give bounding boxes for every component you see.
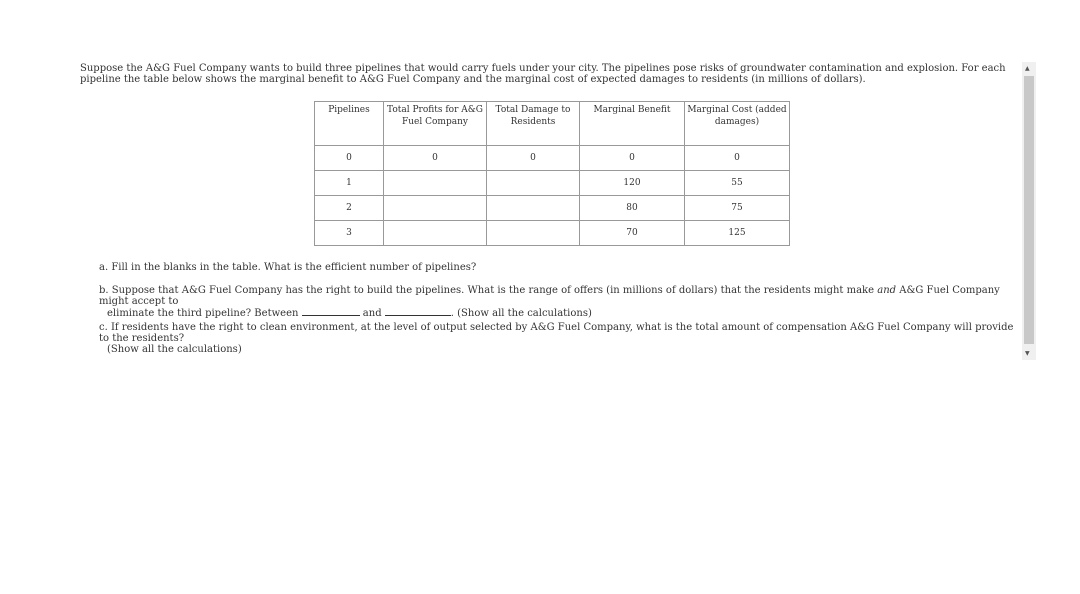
header-total-profits: Total Profits for A&G Fuel Company: [384, 102, 487, 146]
header-marginal-cost: Marginal Cost (added damages): [685, 102, 790, 146]
cell-marginal-benefit: 120: [580, 171, 685, 196]
cell-marginal-cost: 55: [685, 171, 790, 196]
cell-pipelines: 2: [315, 196, 384, 221]
table-row: [315, 221, 790, 246]
cell-pipelines: 0: [315, 146, 384, 171]
table-row: [315, 146, 790, 171]
cell-total-profits[interactable]: [384, 171, 487, 196]
question-b-show: . (Show all the calculations): [450, 308, 592, 319]
cell-total-profits[interactable]: 0: [384, 146, 487, 171]
question-b: [99, 285, 1009, 319]
question-b-line2: eliminate the third pipeline? Between: [107, 308, 299, 319]
cell-total-profits[interactable]: [384, 196, 487, 221]
scroll-down-icon[interactable]: ▼: [1025, 350, 1030, 357]
question-a: a. Fill in the blanks in the table. What is the efficient number of pipelines?: [99, 262, 477, 273]
answer-blank-low[interactable]: [302, 307, 360, 316]
cell-total-profits[interactable]: [384, 221, 487, 246]
cell-pipelines: 1: [315, 171, 384, 196]
header-marginal-benefit: Marginal Benefit: [580, 102, 685, 146]
cell-total-damage[interactable]: [487, 196, 580, 221]
scrollbar-thumb[interactable]: [1024, 76, 1034, 344]
cell-marginal-benefit: 80: [580, 196, 685, 221]
cell-marginal-cost: 0: [685, 146, 790, 171]
question-c-show: (Show all the calculations): [107, 344, 242, 355]
question-c: [99, 322, 1019, 355]
cell-marginal-benefit: 70: [580, 221, 685, 246]
table-row: [315, 196, 790, 221]
header-pipelines: Pipelines: [315, 102, 384, 146]
cell-marginal-benefit: 0: [580, 146, 685, 171]
problem-intro: Suppose the A&G Fuel Company wants to build three pipelines that would carry fuels under your city. The pipelines pose risks of groundwater contamination and explosion. For each pipeline the table below shows the marginal benefit to A&G Fuel Company and the marginal cost of expected damages to residents (in millions of dollars).: [80, 63, 1006, 85]
question-b-text-2: A&G Fuel Company might accept to: [99, 285, 1000, 307]
table-row: [315, 171, 790, 196]
question-b-and: and: [362, 308, 382, 319]
question-b-text-1: b. Suppose that A&G Fuel Company has the right to build the pipelines. What is the range of offers (in millions of dollars) that the residents might make: [99, 285, 875, 296]
question-c-text: c. If residents have the right to clean environment, at the level of output selected by A&G Fuel Company, what is the total amount of compensation A&G Fuel Company will provide to the residents?: [99, 322, 1014, 344]
answer-blank-high[interactable]: [385, 307, 451, 316]
cell-marginal-cost: 75: [685, 196, 790, 221]
pipeline-table: [314, 101, 790, 246]
cell-pipelines: 3: [315, 221, 384, 246]
cell-total-damage[interactable]: [487, 221, 580, 246]
vertical-scrollbar[interactable]: [1022, 62, 1036, 360]
scroll-up-icon[interactable]: ▲: [1025, 65, 1030, 72]
question-b-and-italic: and: [877, 285, 897, 296]
cell-marginal-cost: 125: [685, 221, 790, 246]
cell-total-damage[interactable]: [487, 171, 580, 196]
table-header-row: [315, 102, 790, 146]
cell-total-damage[interactable]: 0: [487, 146, 580, 171]
header-total-damage: Total Damage to Residents: [487, 102, 580, 146]
